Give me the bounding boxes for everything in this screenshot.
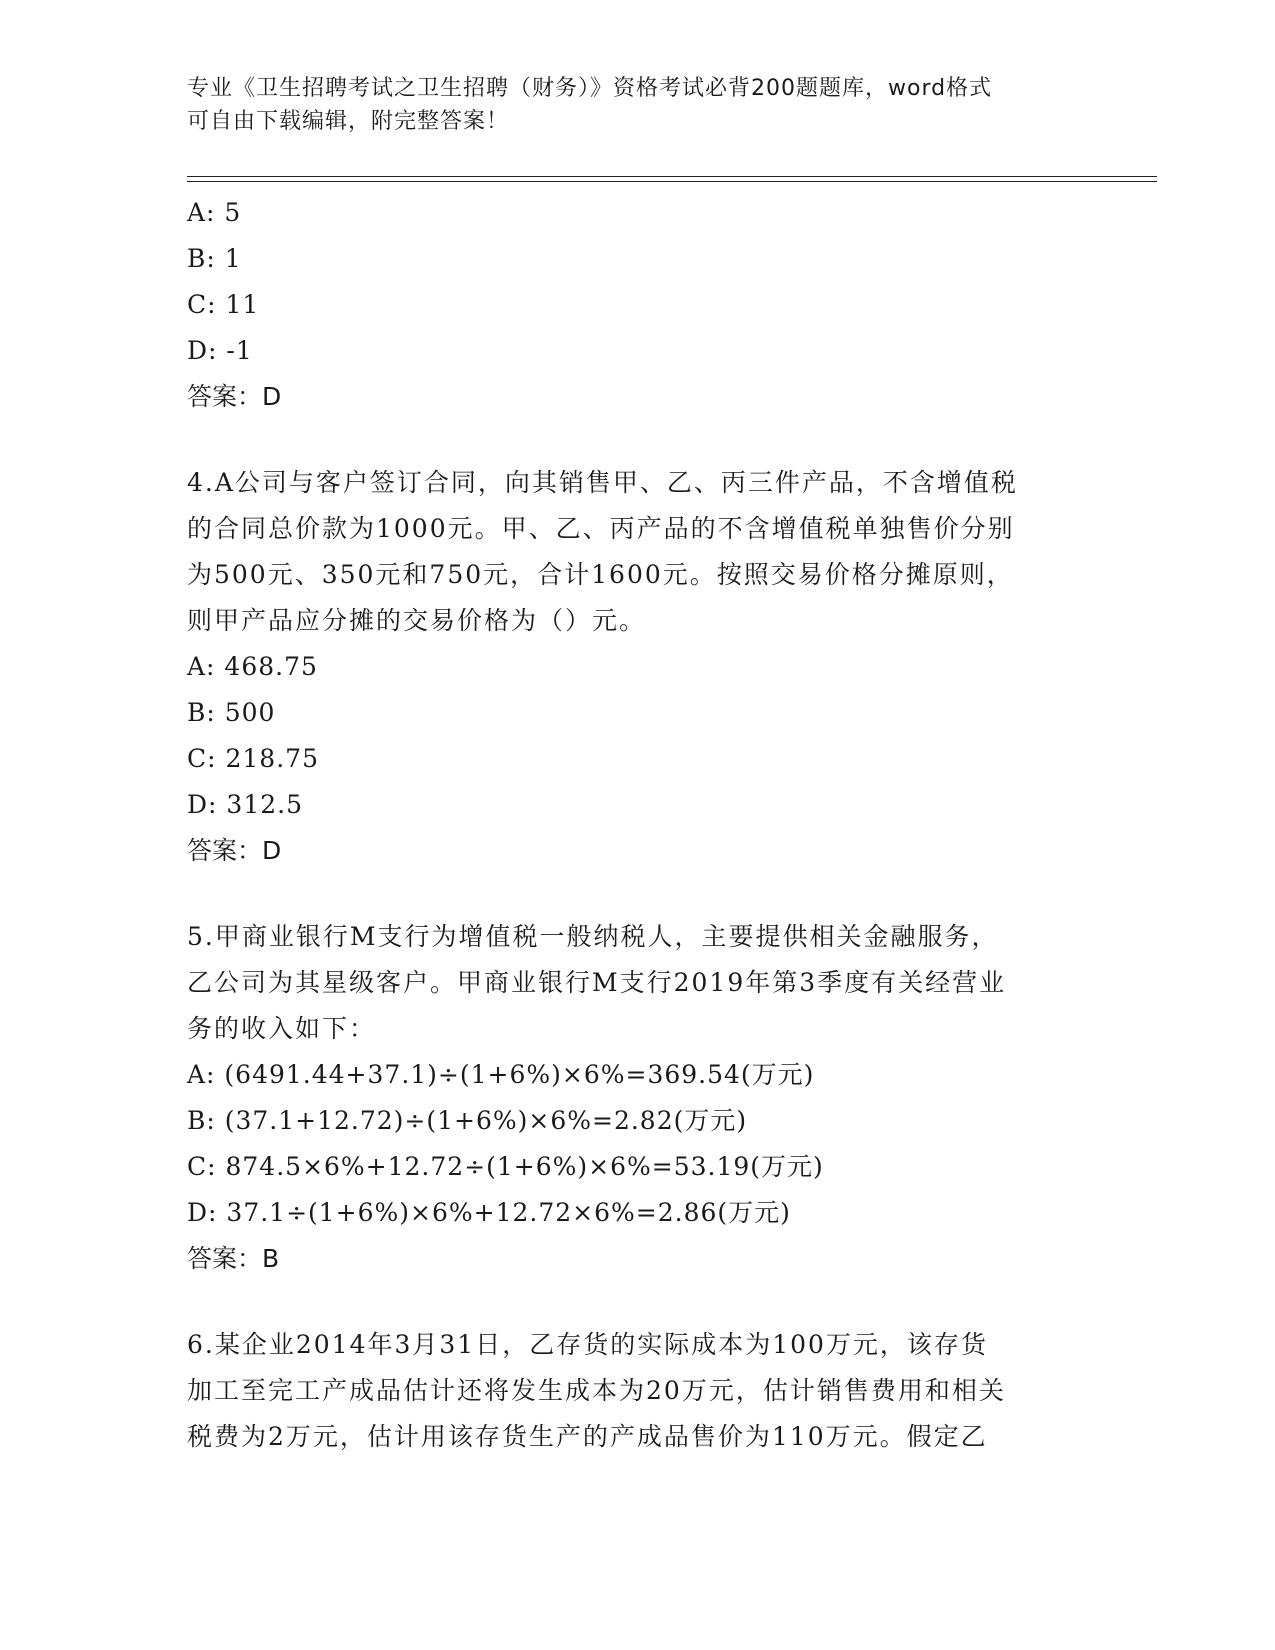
document-header [187, 72, 1067, 138]
option-c: C: 218.75 [187, 744, 319, 773]
answer-line: 答案：B [187, 1244, 280, 1273]
question-3-block [187, 190, 1087, 420]
option-a: A: 5 [187, 198, 242, 227]
header-line-1: 专业《卫生招聘考试之卫生招聘（财务）》资格考试必背200题题库，word格式 [187, 76, 993, 101]
question-text-line: 的合同总价款为1000元。甲、乙、丙产品的不含增值税单独售价分别 [187, 514, 1015, 543]
answer-line: 答案：D [187, 836, 282, 865]
question-text-line: 务的收入如下： [187, 1014, 377, 1043]
question-text-line: 为500元、350元和750元，合计1600元。按照交易价格分摊原则， [187, 560, 1014, 589]
document-body [187, 190, 1087, 1460]
option-c: C: 11 [187, 290, 260, 319]
option-b: B: 500 [187, 698, 276, 727]
question-text-line: 5.甲商业银行M支行为增值税一般纳税人，主要提供相关金融服务， [187, 922, 999, 951]
option-d: D: 37.1÷(1+6%)×6%+12.72×6%=2.86(万元) [187, 1198, 791, 1227]
question-5-block [187, 914, 1087, 1282]
option-d: D: 312.5 [187, 790, 303, 819]
question-text-line: 税费为2万元，估计用该存货生产的产成品售价为110万元。假定乙 [187, 1422, 988, 1451]
question-text-line: 则甲产品应分摊的交易价格为（）元。 [187, 606, 647, 635]
question-text-line: 乙公司为其星级客户。甲商业银行M支行2019年第3季度有关经营业 [187, 968, 1007, 997]
option-d: D: -1 [187, 336, 253, 365]
header-line-2: 可自由下载编辑，附完整答案！ [187, 109, 510, 134]
question-text-line: 6.某企业2014年3月31日，乙存货的实际成本为100万元，该存货 [187, 1330, 988, 1359]
option-c: C: 874.5×6%+12.72÷(1+6%)×6%=53.19(万元) [187, 1152, 824, 1181]
header-rule-bottom [187, 181, 1157, 182]
question-6-block [187, 1322, 1087, 1460]
option-a: A: (6491.44+37.1)÷(1+6%)×6%=369.54(万元) [187, 1060, 815, 1089]
question-text-line: 4.A公司与客户签订合同，向其销售甲、乙、丙三件产品，不含增值税 [187, 468, 1018, 497]
answer-line: 答案：D [187, 382, 282, 411]
option-b: B: 1 [187, 244, 242, 273]
option-b: B: (37.1+12.72)÷(1+6%)×6%=2.82(万元) [187, 1106, 748, 1135]
question-text-line: 加工至完工产成品估计还将发生成本为20万元，估计销售费用和相关 [187, 1376, 1006, 1405]
option-a: A: 468.75 [187, 652, 318, 681]
header-rule-top [187, 176, 1157, 177]
question-4-block [187, 460, 1087, 874]
